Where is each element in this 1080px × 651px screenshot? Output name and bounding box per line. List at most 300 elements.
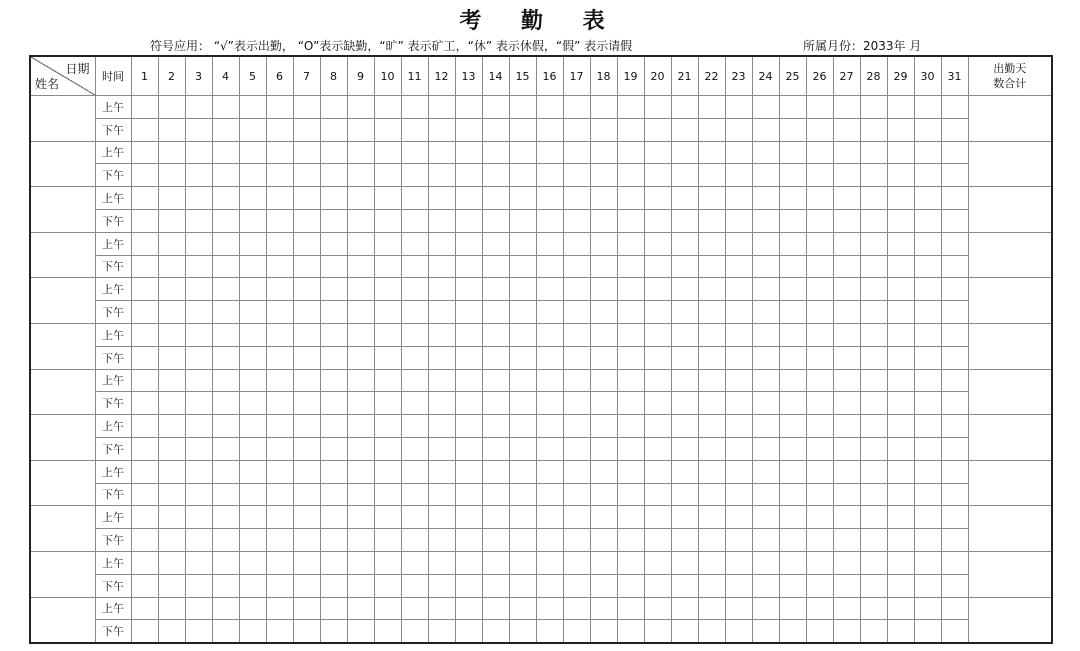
attendance-cell[interactable] xyxy=(698,346,725,369)
employee-name-cell[interactable] xyxy=(30,96,95,142)
attendance-cell[interactable] xyxy=(212,597,239,620)
attendance-cell[interactable] xyxy=(563,369,590,392)
attendance-cell[interactable] xyxy=(428,574,455,597)
attendance-cell[interactable] xyxy=(239,96,266,119)
attendance-cell[interactable] xyxy=(941,551,968,574)
attendance-cell[interactable] xyxy=(131,141,158,164)
attendance-cell[interactable] xyxy=(131,209,158,232)
attendance-cell[interactable] xyxy=(266,460,293,483)
attendance-cell[interactable] xyxy=(266,483,293,506)
attendance-cell[interactable] xyxy=(806,506,833,529)
attendance-cell[interactable] xyxy=(671,301,698,324)
attendance-cell[interactable] xyxy=(806,551,833,574)
attendance-cell[interactable] xyxy=(455,369,482,392)
attendance-cell[interactable] xyxy=(671,620,698,643)
attendance-cell[interactable] xyxy=(779,369,806,392)
attendance-cell[interactable] xyxy=(374,346,401,369)
attendance-cell[interactable] xyxy=(482,187,509,210)
attendance-cell[interactable] xyxy=(293,415,320,438)
attendance-cell[interactable] xyxy=(293,187,320,210)
attendance-cell[interactable] xyxy=(806,415,833,438)
attendance-cell[interactable] xyxy=(779,187,806,210)
attendance-cell[interactable] xyxy=(455,187,482,210)
attendance-cell[interactable] xyxy=(617,118,644,141)
attendance-cell[interactable] xyxy=(374,209,401,232)
attendance-cell[interactable] xyxy=(536,164,563,187)
attendance-cell[interactable] xyxy=(428,483,455,506)
attendance-cell[interactable] xyxy=(563,141,590,164)
attendance-cell[interactable] xyxy=(644,460,671,483)
attendance-cell[interactable] xyxy=(725,209,752,232)
attendance-cell[interactable] xyxy=(806,620,833,643)
attendance-cell[interactable] xyxy=(914,369,941,392)
attendance-cell[interactable] xyxy=(320,460,347,483)
attendance-cell[interactable] xyxy=(617,96,644,119)
attendance-cell[interactable] xyxy=(320,209,347,232)
attendance-cell[interactable] xyxy=(266,620,293,643)
attendance-cell[interactable] xyxy=(158,437,185,460)
attendance-cell[interactable] xyxy=(212,323,239,346)
attendance-cell[interactable] xyxy=(158,187,185,210)
employee-name-cell[interactable] xyxy=(30,551,95,597)
attendance-cell[interactable] xyxy=(671,232,698,255)
attendance-cell[interactable] xyxy=(428,415,455,438)
attendance-cell[interactable] xyxy=(131,164,158,187)
attendance-cell[interactable] xyxy=(698,415,725,438)
attendance-cell[interactable] xyxy=(212,255,239,278)
attendance-cell[interactable] xyxy=(212,506,239,529)
attendance-cell[interactable] xyxy=(428,278,455,301)
attendance-cell[interactable] xyxy=(320,278,347,301)
attendance-cell[interactable] xyxy=(239,369,266,392)
attendance-cell[interactable] xyxy=(887,118,914,141)
attendance-cell[interactable] xyxy=(887,255,914,278)
attendance-cell[interactable] xyxy=(860,301,887,324)
attendance-cell[interactable] xyxy=(698,620,725,643)
attendance-cell[interactable] xyxy=(320,301,347,324)
attendance-cell[interactable] xyxy=(833,301,860,324)
attendance-cell[interactable] xyxy=(509,506,536,529)
attendance-cell[interactable] xyxy=(833,529,860,552)
attendance-cell[interactable] xyxy=(617,232,644,255)
attendance-cell[interactable] xyxy=(536,597,563,620)
attendance-cell[interactable] xyxy=(617,415,644,438)
employee-name-cell[interactable] xyxy=(30,232,95,278)
attendance-cell[interactable] xyxy=(914,415,941,438)
attendance-cell[interactable] xyxy=(671,506,698,529)
attendance-cell[interactable] xyxy=(455,96,482,119)
attendance-cell[interactable] xyxy=(644,483,671,506)
attendance-cell[interactable] xyxy=(266,187,293,210)
attendance-cell[interactable] xyxy=(617,164,644,187)
attendance-cell[interactable] xyxy=(644,255,671,278)
attendance-cell[interactable] xyxy=(374,323,401,346)
attendance-cell[interactable] xyxy=(779,551,806,574)
attendance-cell[interactable] xyxy=(563,392,590,415)
attendance-cell[interactable] xyxy=(509,141,536,164)
attendance-cell[interactable] xyxy=(941,96,968,119)
attendance-cell[interactable] xyxy=(185,164,212,187)
attendance-cell[interactable] xyxy=(536,529,563,552)
attendance-cell[interactable] xyxy=(833,346,860,369)
attendance-cell[interactable] xyxy=(725,392,752,415)
attendance-cell[interactable] xyxy=(833,415,860,438)
attendance-cell[interactable] xyxy=(320,323,347,346)
attendance-cell[interactable] xyxy=(887,323,914,346)
attendance-cell[interactable] xyxy=(590,232,617,255)
attendance-cell[interactable] xyxy=(914,118,941,141)
attendance-cell[interactable] xyxy=(779,529,806,552)
attendance-cell[interactable] xyxy=(131,551,158,574)
attendance-cell[interactable] xyxy=(158,301,185,324)
attendance-cell[interactable] xyxy=(347,164,374,187)
attendance-cell[interactable] xyxy=(509,483,536,506)
attendance-cell[interactable] xyxy=(644,187,671,210)
attendance-cell[interactable] xyxy=(941,187,968,210)
attendance-cell[interactable] xyxy=(833,118,860,141)
attendance-cell[interactable] xyxy=(185,346,212,369)
attendance-cell[interactable] xyxy=(941,483,968,506)
attendance-cell[interactable] xyxy=(860,506,887,529)
attendance-cell[interactable] xyxy=(806,278,833,301)
attendance-cell[interactable] xyxy=(779,232,806,255)
attendance-cell[interactable] xyxy=(266,96,293,119)
attendance-cell[interactable] xyxy=(914,597,941,620)
attendance-cell[interactable] xyxy=(563,415,590,438)
attendance-cell[interactable] xyxy=(752,392,779,415)
attendance-cell[interactable] xyxy=(266,392,293,415)
attendance-cell[interactable] xyxy=(806,392,833,415)
attendance-cell[interactable] xyxy=(482,141,509,164)
attendance-cell[interactable] xyxy=(509,187,536,210)
attendance-cell[interactable] xyxy=(860,437,887,460)
attendance-cell[interactable] xyxy=(482,460,509,483)
attendance-total-cell[interactable] xyxy=(968,597,1052,643)
attendance-cell[interactable] xyxy=(266,529,293,552)
attendance-cell[interactable] xyxy=(563,574,590,597)
attendance-cell[interactable] xyxy=(725,483,752,506)
attendance-cell[interactable] xyxy=(752,620,779,643)
attendance-cell[interactable] xyxy=(293,574,320,597)
attendance-cell[interactable] xyxy=(617,278,644,301)
attendance-cell[interactable] xyxy=(590,483,617,506)
attendance-cell[interactable] xyxy=(266,164,293,187)
attendance-cell[interactable] xyxy=(482,278,509,301)
attendance-cell[interactable] xyxy=(536,551,563,574)
attendance-cell[interactable] xyxy=(266,118,293,141)
attendance-cell[interactable] xyxy=(806,209,833,232)
attendance-cell[interactable] xyxy=(185,118,212,141)
attendance-cell[interactable] xyxy=(293,346,320,369)
attendance-cell[interactable] xyxy=(401,187,428,210)
attendance-cell[interactable] xyxy=(941,255,968,278)
attendance-cell[interactable] xyxy=(482,551,509,574)
attendance-cell[interactable] xyxy=(833,278,860,301)
attendance-cell[interactable] xyxy=(428,209,455,232)
attendance-cell[interactable] xyxy=(347,209,374,232)
attendance-cell[interactable] xyxy=(482,209,509,232)
attendance-cell[interactable] xyxy=(644,164,671,187)
attendance-cell[interactable] xyxy=(158,506,185,529)
attendance-cell[interactable] xyxy=(212,141,239,164)
attendance-cell[interactable] xyxy=(617,460,644,483)
attendance-cell[interactable] xyxy=(833,574,860,597)
attendance-cell[interactable] xyxy=(833,187,860,210)
attendance-cell[interactable] xyxy=(752,506,779,529)
attendance-cell[interactable] xyxy=(401,255,428,278)
attendance-cell[interactable] xyxy=(482,118,509,141)
attendance-cell[interactable] xyxy=(806,597,833,620)
attendance-cell[interactable] xyxy=(131,255,158,278)
attendance-cell[interactable] xyxy=(401,278,428,301)
attendance-cell[interactable] xyxy=(347,620,374,643)
attendance-cell[interactable] xyxy=(185,301,212,324)
attendance-cell[interactable] xyxy=(455,574,482,597)
attendance-cell[interactable] xyxy=(509,346,536,369)
attendance-cell[interactable] xyxy=(752,278,779,301)
attendance-cell[interactable] xyxy=(833,232,860,255)
attendance-cell[interactable] xyxy=(266,209,293,232)
attendance-cell[interactable] xyxy=(806,141,833,164)
attendance-cell[interactable] xyxy=(833,96,860,119)
attendance-cell[interactable] xyxy=(833,209,860,232)
attendance-cell[interactable] xyxy=(887,369,914,392)
attendance-cell[interactable] xyxy=(293,323,320,346)
attendance-cell[interactable] xyxy=(428,141,455,164)
attendance-cell[interactable] xyxy=(752,187,779,210)
attendance-cell[interactable] xyxy=(941,232,968,255)
attendance-cell[interactable] xyxy=(644,141,671,164)
attendance-cell[interactable] xyxy=(941,118,968,141)
attendance-cell[interactable] xyxy=(779,118,806,141)
attendance-cell[interactable] xyxy=(617,506,644,529)
attendance-cell[interactable] xyxy=(779,574,806,597)
attendance-cell[interactable] xyxy=(374,392,401,415)
attendance-cell[interactable] xyxy=(185,620,212,643)
attendance-cell[interactable] xyxy=(158,597,185,620)
attendance-cell[interactable] xyxy=(347,232,374,255)
attendance-cell[interactable] xyxy=(347,483,374,506)
attendance-cell[interactable] xyxy=(185,323,212,346)
attendance-cell[interactable] xyxy=(590,301,617,324)
attendance-cell[interactable] xyxy=(833,164,860,187)
attendance-cell[interactable] xyxy=(401,620,428,643)
attendance-cell[interactable] xyxy=(563,506,590,529)
attendance-cell[interactable] xyxy=(617,620,644,643)
attendance-cell[interactable] xyxy=(347,597,374,620)
attendance-cell[interactable] xyxy=(509,392,536,415)
attendance-cell[interactable] xyxy=(806,483,833,506)
attendance-cell[interactable] xyxy=(455,346,482,369)
attendance-cell[interactable] xyxy=(887,392,914,415)
attendance-cell[interactable] xyxy=(158,141,185,164)
attendance-cell[interactable] xyxy=(212,437,239,460)
attendance-cell[interactable] xyxy=(887,597,914,620)
attendance-cell[interactable] xyxy=(779,506,806,529)
attendance-cell[interactable] xyxy=(833,483,860,506)
attendance-cell[interactable] xyxy=(725,232,752,255)
attendance-cell[interactable] xyxy=(941,209,968,232)
attendance-cell[interactable] xyxy=(725,369,752,392)
attendance-cell[interactable] xyxy=(131,415,158,438)
attendance-cell[interactable] xyxy=(536,255,563,278)
attendance-cell[interactable] xyxy=(455,164,482,187)
attendance-cell[interactable] xyxy=(266,278,293,301)
attendance-cell[interactable] xyxy=(914,574,941,597)
attendance-cell[interactable] xyxy=(698,529,725,552)
attendance-cell[interactable] xyxy=(860,232,887,255)
attendance-cell[interactable] xyxy=(320,392,347,415)
attendance-cell[interactable] xyxy=(158,529,185,552)
attendance-cell[interactable] xyxy=(779,301,806,324)
attendance-cell[interactable] xyxy=(509,529,536,552)
attendance-cell[interactable] xyxy=(590,551,617,574)
attendance-cell[interactable] xyxy=(131,437,158,460)
attendance-cell[interactable] xyxy=(455,118,482,141)
attendance-cell[interactable] xyxy=(212,620,239,643)
attendance-cell[interactable] xyxy=(185,255,212,278)
attendance-cell[interactable] xyxy=(428,392,455,415)
attendance-cell[interactable] xyxy=(374,96,401,119)
attendance-cell[interactable] xyxy=(833,141,860,164)
attendance-cell[interactable] xyxy=(887,301,914,324)
attendance-cell[interactable] xyxy=(779,415,806,438)
attendance-cell[interactable] xyxy=(752,574,779,597)
attendance-cell[interactable] xyxy=(617,209,644,232)
attendance-cell[interactable] xyxy=(374,437,401,460)
attendance-cell[interactable] xyxy=(428,551,455,574)
attendance-cell[interactable] xyxy=(428,460,455,483)
attendance-cell[interactable] xyxy=(212,483,239,506)
attendance-cell[interactable] xyxy=(833,506,860,529)
attendance-cell[interactable] xyxy=(536,620,563,643)
attendance-cell[interactable] xyxy=(239,141,266,164)
attendance-cell[interactable] xyxy=(725,96,752,119)
attendance-cell[interactable] xyxy=(374,164,401,187)
attendance-cell[interactable] xyxy=(239,187,266,210)
attendance-cell[interactable] xyxy=(860,255,887,278)
attendance-cell[interactable] xyxy=(347,529,374,552)
attendance-cell[interactable] xyxy=(590,529,617,552)
attendance-cell[interactable] xyxy=(293,118,320,141)
attendance-cell[interactable] xyxy=(779,392,806,415)
attendance-cell[interactable] xyxy=(320,96,347,119)
attendance-cell[interactable] xyxy=(374,529,401,552)
attendance-cell[interactable] xyxy=(401,141,428,164)
attendance-cell[interactable] xyxy=(752,483,779,506)
attendance-cell[interactable] xyxy=(266,232,293,255)
attendance-cell[interactable] xyxy=(698,551,725,574)
attendance-cell[interactable] xyxy=(131,369,158,392)
attendance-cell[interactable] xyxy=(131,96,158,119)
attendance-cell[interactable] xyxy=(401,301,428,324)
attendance-cell[interactable] xyxy=(293,164,320,187)
attendance-cell[interactable] xyxy=(347,551,374,574)
attendance-cell[interactable] xyxy=(671,460,698,483)
attendance-cell[interactable] xyxy=(347,187,374,210)
attendance-cell[interactable] xyxy=(941,164,968,187)
attendance-cell[interactable] xyxy=(698,323,725,346)
attendance-cell[interactable] xyxy=(320,187,347,210)
attendance-cell[interactable] xyxy=(590,597,617,620)
attendance-cell[interactable] xyxy=(644,506,671,529)
attendance-cell[interactable] xyxy=(401,574,428,597)
attendance-cell[interactable] xyxy=(833,323,860,346)
attendance-cell[interactable] xyxy=(428,369,455,392)
attendance-cell[interactable] xyxy=(374,551,401,574)
attendance-cell[interactable] xyxy=(293,392,320,415)
attendance-cell[interactable] xyxy=(428,96,455,119)
attendance-cell[interactable] xyxy=(644,597,671,620)
attendance-cell[interactable] xyxy=(455,437,482,460)
attendance-cell[interactable] xyxy=(266,437,293,460)
attendance-cell[interactable] xyxy=(239,415,266,438)
attendance-cell[interactable] xyxy=(914,460,941,483)
attendance-cell[interactable] xyxy=(374,255,401,278)
attendance-cell[interactable] xyxy=(347,255,374,278)
attendance-cell[interactable] xyxy=(509,460,536,483)
attendance-cell[interactable] xyxy=(698,278,725,301)
attendance-cell[interactable] xyxy=(428,323,455,346)
attendance-cell[interactable] xyxy=(644,437,671,460)
attendance-cell[interactable] xyxy=(833,620,860,643)
attendance-cell[interactable] xyxy=(860,415,887,438)
attendance-cell[interactable] xyxy=(887,164,914,187)
attendance-cell[interactable] xyxy=(725,437,752,460)
attendance-cell[interactable] xyxy=(293,483,320,506)
attendance-cell[interactable] xyxy=(158,574,185,597)
attendance-cell[interactable] xyxy=(374,187,401,210)
attendance-cell[interactable] xyxy=(536,209,563,232)
attendance-cell[interactable] xyxy=(509,232,536,255)
attendance-cell[interactable] xyxy=(482,96,509,119)
attendance-cell[interactable] xyxy=(563,551,590,574)
attendance-cell[interactable] xyxy=(860,369,887,392)
attendance-cell[interactable] xyxy=(671,392,698,415)
attendance-cell[interactable] xyxy=(158,232,185,255)
attendance-cell[interactable] xyxy=(617,597,644,620)
attendance-cell[interactable] xyxy=(374,620,401,643)
attendance-cell[interactable] xyxy=(266,346,293,369)
attendance-cell[interactable] xyxy=(428,346,455,369)
attendance-cell[interactable] xyxy=(239,323,266,346)
attendance-cell[interactable] xyxy=(914,187,941,210)
attendance-cell[interactable] xyxy=(752,164,779,187)
attendance-cell[interactable] xyxy=(293,209,320,232)
attendance-cell[interactable] xyxy=(833,597,860,620)
attendance-cell[interactable] xyxy=(752,415,779,438)
attendance-cell[interactable] xyxy=(590,346,617,369)
attendance-cell[interactable] xyxy=(725,187,752,210)
attendance-cell[interactable] xyxy=(914,529,941,552)
attendance-cell[interactable] xyxy=(239,301,266,324)
attendance-cell[interactable] xyxy=(860,141,887,164)
attendance-cell[interactable] xyxy=(158,255,185,278)
attendance-cell[interactable] xyxy=(428,620,455,643)
attendance-cell[interactable] xyxy=(590,392,617,415)
attendance-cell[interactable] xyxy=(455,232,482,255)
attendance-cell[interactable] xyxy=(887,529,914,552)
attendance-cell[interactable] xyxy=(374,574,401,597)
attendance-cell[interactable] xyxy=(212,118,239,141)
attendance-cell[interactable] xyxy=(941,415,968,438)
attendance-cell[interactable] xyxy=(644,278,671,301)
attendance-cell[interactable] xyxy=(671,209,698,232)
attendance-cell[interactable] xyxy=(698,597,725,620)
attendance-cell[interactable] xyxy=(320,232,347,255)
attendance-cell[interactable] xyxy=(212,301,239,324)
employee-name-cell[interactable] xyxy=(30,506,95,552)
